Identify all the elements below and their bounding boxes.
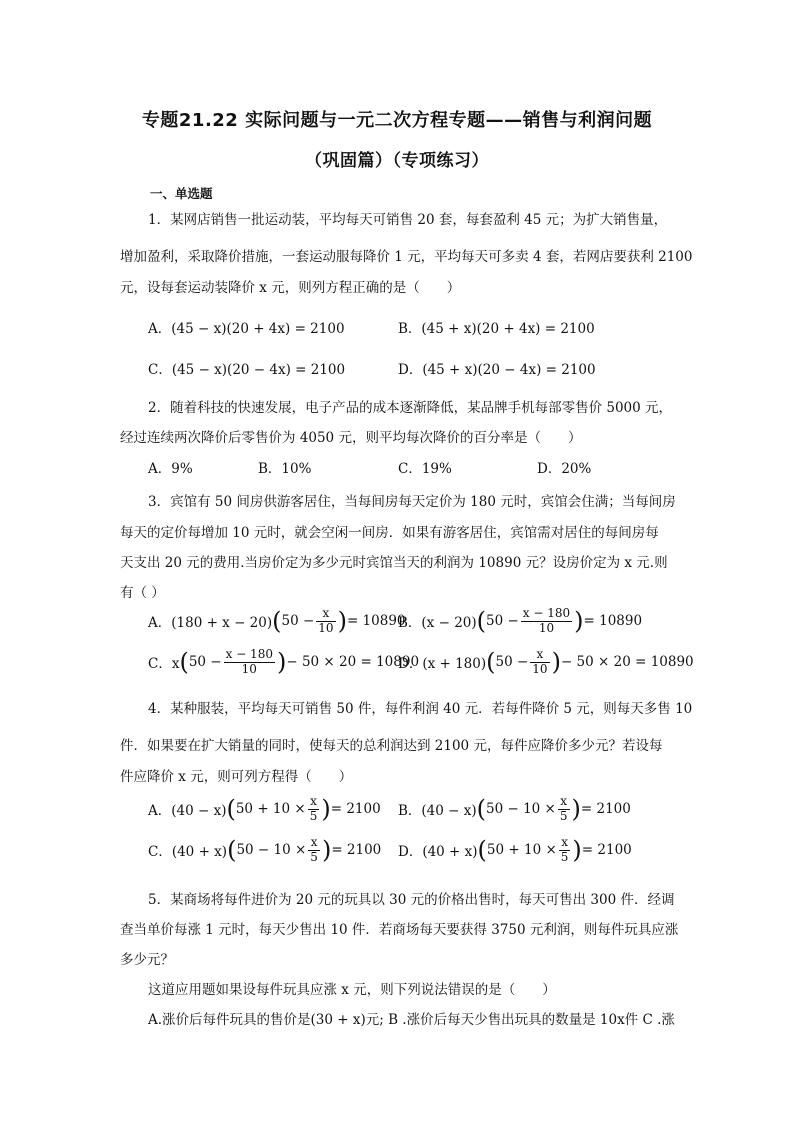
- q3-a-suffix: = 10890: [346, 613, 406, 629]
- q5-line3: 多少元？: [120, 952, 174, 968]
- q4-option-d[interactable]: [398, 836, 632, 864]
- q4-d-suffix: = 2100: [581, 842, 632, 858]
- q1-option-c[interactable]: C．(45 − x)(20 − 4x) = 2100: [148, 362, 346, 378]
- paren-right-icon: ): [276, 648, 287, 676]
- q3-d-num: x: [530, 648, 549, 662]
- q3-a-prefix: A．(180 + x − 20): [148, 615, 273, 631]
- q1-line2: 增加盈利，采取降价措施，一套运动服每降价 1 元，平均每天可多卖 4 套，若网店要获利 2100: [120, 249, 693, 265]
- q4-a-inner: 50 + 10 ×: [235, 801, 306, 817]
- q4-c-prefix: C．(40 + x): [148, 844, 228, 860]
- q4-b-suffix: = 2100: [580, 801, 631, 817]
- q2-line2: 经过连续两次降价后零售价为 4050 元，则平均每次降价的百分率是（ ）: [120, 430, 582, 446]
- q4-d-prefix: D．(40 + x): [398, 844, 478, 860]
- q3-b-prefix: B．(x − 20): [398, 615, 477, 631]
- q3-b-den: 10: [538, 620, 555, 635]
- q4-b-fraction: [558, 795, 570, 822]
- q4-b-den: 5: [559, 808, 568, 823]
- q4-option-a[interactable]: [148, 795, 381, 823]
- q3-c-fraction: [224, 648, 275, 675]
- q4-c-suffix: = 2100: [331, 842, 382, 858]
- paren-left-icon: (: [476, 795, 487, 823]
- q3-d-prefix: D．(x + 180): [398, 656, 487, 672]
- q1-line1: 1．某网店销售一批运动装，平均每天可销售 20 套，每套盈利 45 元；为扩大销售量，: [148, 212, 668, 228]
- q3-option-b[interactable]: [398, 607, 642, 635]
- q3-d-inner: 50 −: [495, 654, 529, 670]
- q3-c-suffix: − 50 × 20 = 10890: [286, 654, 420, 670]
- paren-right-icon: ): [572, 836, 582, 864]
- q4-d-fraction: [559, 836, 571, 863]
- q4-option-b[interactable]: [398, 795, 631, 823]
- q4-a-den: 5: [309, 808, 318, 823]
- q3-d-den: 10: [532, 661, 548, 676]
- q4-c-num: x: [308, 836, 320, 850]
- q1-line3: 元，设每套运动装降价 x 元，则列方程正确的是（ ）: [120, 280, 461, 296]
- q4-c-fraction: [308, 836, 320, 863]
- q3-c-num: x − 180: [225, 647, 273, 662]
- q2-option-a[interactable]: A．9%: [148, 461, 193, 477]
- q3-line3: 天支出 20 元的费用.当房价定为多少元时宾馆当天的利润为 10890 元？设房价定为 x 元.则: [120, 555, 668, 571]
- q3-c-den: 10: [241, 661, 257, 676]
- paren-right-icon: ): [321, 836, 332, 864]
- q3-d-suffix: − 50 × 20 = 10890: [560, 654, 694, 670]
- q2-option-b[interactable]: B．10%: [258, 461, 312, 477]
- paren-right-icon: ): [574, 607, 584, 635]
- q4-a-prefix: A．(40 − x): [148, 803, 227, 819]
- q4-a-suffix: = 2100: [330, 801, 381, 817]
- q4-d-inner: 50 + 10 ×: [486, 842, 557, 858]
- q3-option-d[interactable]: [398, 648, 694, 676]
- q4-option-c[interactable]: [148, 836, 381, 864]
- q3-b-fraction: [521, 607, 572, 634]
- q4-b-inner: 50 − 10 ×: [486, 801, 556, 817]
- q3-a-inner: 50 −: [281, 613, 315, 629]
- q4-b-prefix: B．(40 − x): [398, 803, 477, 819]
- q4-line3: 件应降价 x 元，则可列方程得（ ）: [120, 769, 353, 785]
- q4-d-num: x: [559, 836, 571, 850]
- q4-d-den: 5: [560, 849, 569, 864]
- q4-line2: 件．如果要在扩大销量的同时，使每天的总利润达到 2100 元，每件应降价多少元？若设每: [120, 738, 663, 754]
- q3-b-num: x − 180: [522, 606, 571, 621]
- paren-left-icon: (: [477, 836, 487, 864]
- q4-c-den: 5: [310, 849, 318, 864]
- q2-option-c[interactable]: C．19%: [398, 461, 452, 477]
- q3-b-suffix: = 10890: [583, 613, 643, 629]
- q5-line4: 这道应用题如果设每件玩具应涨 x 元，则下列说法错误的是（ ）: [148, 982, 556, 998]
- q3-a-den: 10: [318, 620, 334, 635]
- q3-d-fraction: [530, 648, 549, 675]
- paren-right-icon: ): [551, 648, 561, 676]
- doc-subtitle: （巩固篇）（专项练习）: [305, 151, 489, 171]
- q2-option-d[interactable]: D．20%: [537, 461, 592, 477]
- q5-line5: A.涨价后每件玩具的售价是(30 + x)元; B .涨价后每天少售出玩具的数量是 10x件 C .涨: [148, 1012, 675, 1028]
- q3-line1: 3．宾馆有 50 间房供游客居住，当每间房每天定价为 180 元时，宾馆会住满；当每间房: [148, 494, 676, 510]
- q4-line1: 4．某种服装，平均每天可销售 50 件，每件利润 40 元．若每件降价 5 元，则每天多售 10: [148, 701, 693, 717]
- section-heading: 一、单选题: [150, 186, 213, 201]
- q3-b-inner: 50 −: [486, 613, 519, 629]
- q3-option-c[interactable]: [148, 648, 419, 676]
- q2-line1: 2．随着科技的快速发展，电子产品的成本逐渐降低，某品牌手机每部零售价 5000 元，: [148, 400, 673, 416]
- paren-right-icon: ): [571, 795, 581, 823]
- paren-left-icon: (: [486, 648, 496, 676]
- q1-option-d[interactable]: D．(45 + x)(20 − 4x) = 2100: [398, 362, 596, 378]
- q4-a-fraction: [308, 795, 320, 822]
- q1-option-a[interactable]: A．(45 − x)(20 + 4x) = 2100: [148, 321, 345, 337]
- q4-b-num: x: [558, 795, 570, 809]
- paren-left-icon: (: [179, 648, 189, 676]
- q3-a-num: x: [316, 607, 335, 621]
- paren-left-icon: (: [476, 607, 487, 635]
- q3-line4: 有（ ）: [120, 585, 165, 601]
- q4-c-inner: 50 − 10 ×: [236, 842, 307, 858]
- q5-line1: 5．某商场将每件进价为 20 元的玩具以 30 元的价格出售时，每天可售出 300 件．经调: [148, 892, 675, 908]
- paren-left-icon: (: [272, 607, 282, 635]
- q3-c-inner: 50 −: [188, 654, 222, 670]
- q3-c-prefix: C．x: [148, 656, 180, 672]
- q5-line2: 查当单价每涨 1 元时，每天少售出 10 件．若商场每天要获得 3750 元利润，则每件玩具应涨: [120, 922, 679, 938]
- paren-left-icon: (: [227, 836, 237, 864]
- doc-title: 专题21.22 实际问题与一元二次方程专题——销售与利润问题: [141, 110, 653, 131]
- q4-a-num: x: [308, 795, 320, 809]
- q3-option-a[interactable]: [148, 607, 406, 635]
- paren-right-icon: ): [321, 795, 331, 823]
- paren-right-icon: ): [337, 607, 347, 635]
- paren-left-icon: (: [226, 795, 236, 823]
- q3-line2: 每天的定价每增加 10 元时，就会空闲一间房．如果有游客居住，宾馆需对居住的每间房每: [120, 525, 659, 541]
- q3-a-fraction: [316, 607, 335, 634]
- q1-option-b[interactable]: B．(45 + x)(20 + 4x) = 2100: [398, 321, 595, 337]
